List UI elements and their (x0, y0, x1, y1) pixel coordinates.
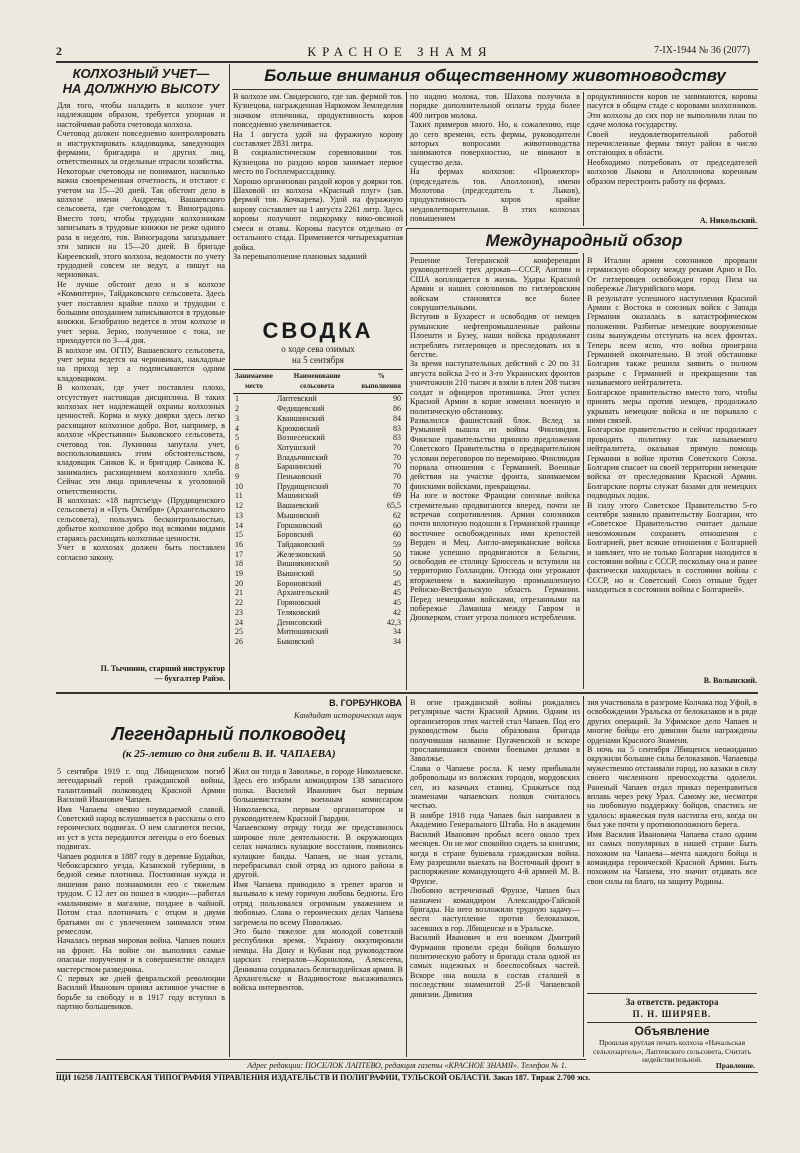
review-rule (410, 253, 578, 254)
livestock-rule (232, 89, 758, 90)
svodka-place: 2 (235, 404, 239, 414)
editor-rule (587, 993, 757, 994)
svodka-divider (406, 228, 407, 690)
svodka-selsovet: Архангельский (276, 588, 329, 598)
svodka-row (233, 579, 403, 589)
svodka-percent: 59 (393, 539, 401, 549)
svodka-row (233, 608, 403, 618)
svodka-place: 18 (235, 559, 243, 569)
svodka-selsovet: Бороновский (276, 578, 322, 588)
svodka-place: 14 (235, 520, 243, 530)
review-divider (583, 253, 584, 689)
svodka-header-place: Занимаемое место (233, 370, 275, 394)
svodka-place: 19 (235, 569, 243, 579)
svodka-row (233, 404, 403, 414)
svodka-header-pct: % выполнения (359, 370, 403, 394)
svodka-row (233, 462, 403, 472)
notice-text: Прошлая круглая печать колхоза «Начальская сельхозартель», Лаптевского сельсовета, Считать недействительной. (593, 1039, 751, 1064)
svodka-row (233, 424, 403, 434)
chapaev-divider-2 (406, 696, 407, 1057)
svodka-percent: 70 (393, 472, 401, 482)
editor-label: За ответств. редактора (625, 997, 719, 1007)
svodka-selsovet: Пеньковский (276, 472, 322, 482)
col1-divider (229, 64, 230, 690)
svodka-place: 8 (235, 462, 239, 472)
livestock-col-b: по надою молока, тов. Шахова получила в порядке дополнительной оплаты труда более 400 литров молока. Таких примеров много. Но, к сожалению, еще до сего времени, есть фермы, руководители которых вопросами животноводства занимаются поверхностно, не вникают в существо дела. На фермах колхозов: «Прожектор» (председатель тов. Аполлонов), имени Молотова (председатель т. Лыков), продуктивность коров крайне неудовлетворительная. В этих колхозах повышением (410, 92, 580, 224)
livestock-divider-2 (583, 92, 584, 226)
svodka-row (233, 637, 403, 647)
svodka-place: 17 (235, 549, 243, 559)
notice-title: Объявление (634, 1024, 710, 1038)
livestock-bottom-rule (406, 228, 758, 229)
svodka-percent: 42 (393, 607, 401, 617)
svodka-percent: 65,5 (387, 501, 401, 511)
svodka-selsovet: Кваншинский (276, 413, 325, 423)
svodka-percent: 50 (393, 569, 401, 579)
svodka-row (233, 453, 403, 463)
middle-rule (56, 692, 758, 694)
svodka-percent: 34 (393, 636, 401, 646)
chapaev-col-a: 5 сентября 1919 г. под Лбищенском погиб легендарный герой гражданской войны, талантливый полководец Красной Армии Василий Иванович Чапаев. Имя Чапаева овеяно неувядаемой славой. Советский народ вслушивается в рассказы о его героических подвигах. О нем слагаются песни, из уст в уста передаются легенды о его боевых подвигах. Чапаев родился в 1887 году в деревне Будайки, Чебоксарского уезда, Казанской губернии, в бедной семье плотника. Постоянная нужда и лишения рано познакомили его с тяжелым трудом. С 12 лет он пошел в «люди»—работал «мальчиком» в магазине, позднее в чайной. Потом стал плотничать с отцом и двумя братьями он с увлечением занимался этим ремеслом. Началась первая мировая война. Чапаев пошел на фронт. На войне он выполнял самые опасные поручения и в совершенстве овладел мастерством разведчика. С первых же дней февральской революции Василий Иванович принял активное участие в борьбе за свободу и в 1917 году вступил в партию большевиков. (57, 767, 225, 1012)
svodka-percent: 60 (393, 530, 401, 540)
svodka-place: 22 (235, 598, 243, 608)
issue-info: 7-IX-1944 № 36 (2077) (654, 45, 750, 56)
col1-headline: КОЛХОЗНЫЙ УЧЕТ— НА ДОЛЖНУЮ ВЫСОТУ (62, 66, 220, 96)
svodka-block (233, 318, 403, 690)
svodka-row (233, 627, 403, 637)
svodka-place: 3 (235, 413, 239, 423)
svodka-selsovet: Баранинский (276, 462, 322, 472)
svodka-row (233, 540, 403, 550)
footer-rule-top (56, 1059, 586, 1060)
review-signature: В. Волынский. (703, 676, 757, 685)
svodka-place: 1 (235, 394, 239, 404)
svodka-percent: 86 (393, 404, 401, 414)
svodka-row (233, 394, 403, 404)
svodka-row (233, 598, 403, 608)
notice-signature: Правление. (715, 1061, 755, 1070)
chapaev-col-c: В огне гражданской войны рождались регулярные части Красной Армии. Одним из организаторов этих частей стал Чапаев. Под его руководством была образована бригада получившая название Пугачевской и вскоре прославившаяся своими боевыми делами в Заволжье. Слава о Чапаеве росла. К нему прибывали добровольцы из волжских городов, мордовских сел, из казачьих станиц. Сражаться под знаменами чапаевских полков считалось честью. В ноябре 1918 года Чапаев был направлен в Академию Генерального Штаба. Но в академии Василий Иванович пробыл всего около трех месяцев. Он не мог спокойно сидеть за книгами, когда в стране бушевала гражданская война. Ему разрешили выехать на Восточный фронт в распоряжение командующего 4-й армией М. В. Фрунзе. Любовно встреченный Фрунзе, Чапаев был назначен командиром Александро-Гайской бригады. На него возложили трудную задачу—вести наступление против белоказаков, засевших в гор. Лбищенске и в Уральске. Василий Иванович и его военком Дмитрий Фурманов провели среди бойцов большую политическую работу и бригада стала одной из самых надежных и боеспособных частей. Вскоре она вошла в состав сталшей в последствии знаменитой 25-й Чапаевской дивизии. Дивизия (410, 698, 580, 999)
review-col-a: Решение Тегеранской конференции руководителей трех держав—СССР, Англии и США воплощается в жизнь. Удары Красной Армии и наших союзников по гитлеровским войскам становятся все более сокрушительными. Вступив в Бухарест и освободив от немцев румынские нефтепромышленные районы Плоешти и Бузеу, наши войска продолжают истреблять гитлеровцев и преследовать их в бегстве. За время наступательных действий с 20 по 31 августа войска 2-го и 3-го Украинских фронтов уничтожили 210 тысяч и взяли в плен 208 тысяч солдат и офицеров противника. Этот успех Красной Армии в корне изменил военную и политическую обстановку. Развалился фашистский блок. Вслед за Румынией вышла из войны Финляндия. Финское правительство приняло предложения Советского Правительства о предварительном условии переговоров по перемирию. Финляндия порвала отношения с Германией. Военные действия на участке фронта, занимаемом финскими войсками, прекращены. На юге и востоке Франции союзные войска стремительно продвигаются вперед, почти не встречая сопротивления. Армии союзников почти вплотную подошли к Германской границе восточнее освобожденных ими крепостей Верден и Мец. Англо-американские войска также успешно продвигаются в Бельгии, освободив ее столицу Брюссель и вступили на территорию Голландии. Отсюда они угрожают вторжением в важнейшую промышленную Рейнско-Вестфальскую область Германии. Перед немецкими войсками, отрезанными на побережье Ламанша между Гавром и Дюнкерком, стоит угроза полного истребления. (410, 256, 580, 623)
svodka-place: 7 (235, 452, 239, 462)
svodka-selsovet: Боровский (276, 530, 314, 540)
livestock-headline: Больше внимания общественному животноводству (264, 66, 726, 85)
svodka-row (233, 433, 403, 443)
svodka-row (233, 443, 403, 453)
svodka-place: 24 (235, 617, 243, 627)
chapaev-headline: Легендарный полководец (111, 724, 347, 744)
svodka-selsovet: Вашаевский (276, 501, 319, 511)
svodka-percent: 34 (393, 627, 401, 637)
svodka-row (233, 414, 403, 424)
review-headline: Международный обзор (485, 231, 683, 250)
svodka-percent: 83 (393, 423, 401, 433)
svodka-percent: 60 (393, 520, 401, 530)
svodka-row (233, 588, 403, 598)
svodka-percent: 90 (393, 394, 401, 404)
svodka-selsovet: Хотушский (276, 442, 316, 452)
svodka-header-name: Наименование сельсовета (275, 370, 360, 394)
svodka-percent: 70 (393, 442, 401, 452)
svodka-place: 23 (235, 607, 243, 617)
footer-printer: ЩИ 16258 ЛАПТЕВСКАЯ ТИПОГРАФИЯ УПРАВЛЕНИЯ ИЗДАТЕЛЬСТВ И ПОЛИГРАФИИ, ТУЛЬСКОЙ ОБЛАСТИ. Заказ 187. Тираж 2.700 экз. (56, 1073, 591, 1082)
svodka-selsovet: Федищевский (276, 404, 325, 414)
livestock-col-c: продуктивности коров не занимаются, коровы пасутся в общем стаде с коровами колхозников. Эти колхозы до сих пор не выполнили план по сдаче молока государству. Своей неудовлетворительной работой перечисленные фермы тянут район в число отстающих в области. Необходимо потребовать от председателей колхозов Лыкова и Аполлонова коренным образом перестроить работу на фермах. (587, 92, 757, 186)
svodka-place: 9 (235, 472, 239, 482)
svodka-place: 10 (235, 481, 243, 491)
svodka-percent: 62 (393, 510, 401, 520)
chapaev-author: В. ГОРБУНКОВА (329, 698, 402, 708)
chapaev-author-title: Кандидат исторических наук (293, 710, 402, 720)
svodka-place: 20 (235, 578, 243, 588)
svodka-selsovet: Вышнский (276, 569, 315, 579)
svodka-selsovet: Крюковский (276, 423, 320, 433)
svodka-row (233, 472, 403, 482)
chapaev-subheadline: (к 25-летию со дня гибели В. И. ЧАПАЕВА) (122, 748, 336, 760)
svodka-row (233, 511, 403, 521)
svodka-table (233, 369, 403, 647)
svodka-place: 15 (235, 530, 243, 540)
col1-signature: П. Тычинин, старший инструктор — бухгалтер Райзо. (100, 664, 225, 683)
livestock-signature: А. Никольский. (699, 216, 757, 225)
col1-body: Для того, чтобы наладить в колхозе учет надлежащим образом, требуется упорная и настойчивая работа счетовода колхоза. Счетовод должен повседневно контролировать и инструктировать кладовщика, заведующих фермами, бригадира и других лиц, ответственных за отдельные отрасли хозяйства. Некоторые счетоводы не понимают, насколько важна своевременная отчетность, и отстают с учетом на 15—20 дней. Так обстоит дело в колхозе имени Андреева, Вашаевского сельсовета, где счетоводом т. Виноградова. Вместо того, чтобы трудодни колхозникам записывать в трудовые книжки не реже одного раза в неделю, тов. Виноградова запаздывает эти записи на 15—20 дней. В бригаде Киреевский, этого колхоза, ведомости по учету трудодней совсем не ведут, а пишут на черновиках. Не лучше обстоит дело и в колхозе «Коминтерн», Тайдаковского сельсовета. Здесь учет поставлен крайне плохо и трудодни с большим опозданием записываются в трудовые книжки. Безобразно ведется в этом колхозе и учет зерна. Зерно, полученное с тока, не приходуется по 3—4 дня. В колхозе им. ОГПУ, Вашаевского сельсовета, учет зерна ведется на черновиках, накладные на приход зер а подписываются одним кладовщиком. В колхозах, где учет поставлен плохо, отсутствует настоящая дисциплина. В таких колхозах нет надлежащей охраны колхозных ценностей. Корма и муку доярки здесь легко расхищают колхозное добро. Вот, например, в колхозе «Крестьянин» Быковского сельсовета, счетовод тов. Лукинина запутала учет, воспользовавшись этим обстоятельством, кладовщик Санков К. и бригадир Санкова К. занимались расхищением колхозного хлеба. Сейчас эти лица привлечены к уголовной ответственности. В колхозах: «18 партсъезд» (Прудищенского сельсовета) и «Путь Октября» (Архангельского сельсовета), пользуясь бесконтрольностью, добытое колхозное добро под всякими видами стараясь расхищать колхозные ценности. Учет в колхозах должен быть поставлен согласно закону. (57, 101, 225, 562)
editor-name: П. Н. ШИРЯЕВ. (632, 1009, 712, 1019)
svodka-selsovet: Прудищенский (276, 481, 329, 491)
svodka-selsovet: Вишнякинский (276, 559, 330, 569)
chapaev-col-b: Жил он тогда в Заволжье, в городе Николаевске. Здесь его избрали командиром 138 запасного полка. Василий Иванович был первым большевистским военным комиссаром Николаевска, первым организатором и руководителем Красной Гвардии. Чапаевскому отряду тогда же представилось широкое поле деятельности. В окружающих селах начались кулацкие восстания, появились кулацкие банды. Чапаев, не зная устали, перебрасывал свой отряд из одного района в другой. Имя Чапаева приводило в трепет врагов и вызывало к нему горячую любовь бедноты. Его отряд пользовался огромным уважением и любовью. Слава о героических делах Чапаева загремела по всему Поволжью. Это было тяжелое для молодой советской республики время. Украину оккупировали немцы. На Дону и Кубани под руководством царских генералов—Корнилова, Алексеева, Деникина создавалась белогвардейская армия. В Архангельске и Владивостоке высаживались войска интервентов. (233, 767, 403, 993)
chapaev-divider-1 (229, 767, 230, 1057)
svodka-row (233, 482, 403, 492)
svodka-selsovet: Железковский (276, 549, 326, 559)
svodka-percent: 50 (393, 559, 401, 569)
svodka-selsovet: Быковский (276, 636, 315, 646)
svodka-row (233, 491, 403, 501)
svodka-percent: 84 (393, 413, 401, 423)
svodka-percent: 42,3 (387, 617, 401, 627)
svodka-selsovet: Горяновский (276, 598, 321, 608)
svodka-place: 13 (235, 510, 243, 520)
svodka-subtitle: о ходе сева озимых на 5 сентября (281, 344, 355, 365)
svodka-row (233, 550, 403, 560)
svodka-place: 12 (235, 501, 243, 511)
svodka-place: 4 (235, 423, 239, 433)
svodka-selsovet: Владычинский (276, 452, 328, 462)
svodka-percent: 45 (393, 578, 401, 588)
svodka-place: 11 (235, 491, 243, 501)
svodka-selsovet: Тайдаковский (276, 539, 325, 549)
svodka-selsovet: Горшковский (276, 520, 323, 530)
svodka-place: 16 (235, 539, 243, 549)
svodka-selsovet: Машинский (276, 491, 319, 501)
svodka-selsovet: Денисовский (276, 617, 322, 627)
svodka-percent: 70 (393, 481, 401, 491)
svodka-rows (233, 394, 403, 647)
chapaev-divider-3 (583, 696, 584, 1057)
svodka-row (233, 569, 403, 579)
notice-rule (587, 1022, 757, 1023)
header-rule (56, 61, 758, 63)
svodka-percent: 70 (393, 462, 401, 472)
svodka-place: 5 (235, 433, 239, 443)
page-number: 2 (56, 44, 62, 58)
livestock-col-a: В колхозе им. Свидерского, где зав. фермой тов. Кузнецова, награжденная Наркомом Земледелия значком отличника, продуктивность коров повседневно увеличивается. На 1 августа удой на фуражную корову составляет 2831 литра. В социалистическом соревновании тов. Кузнецова по раздою коров занимает первое место по Госплемрассаднику. Хорошо организован раздой коров у доярки тов. Шаховой из колхоза «Красный плуг» (зав. фермой тов. Кочкарева). Удой на фуражную корову составляет на 1 августа 2261 литр. Здесь коровы получают подкормку вико-овсяной смеси и отавы. Коровы пасутся отдельно от остального стада. Применяется четырехкратная дойка. За перевыполнение плановых заданий (233, 92, 403, 261)
svodka-row (233, 530, 403, 540)
chapaev-col-d: зия участвовала в разгроме Колчака под Уфой, в освобождении Уральска от белоказаков и в ряде других операций. За Уфимское дело Чапаев и многие бойцы его дивизии были награждены орденами Красного Знамени. В ночь на 5 сентября Лбищенск неожиданно окружили большие силы белоказаков. Чапаевцы мужественно отстаивали город, но казаки в силу своего численного превосходства одолели. Раненый Чапаев отдал приказ переправиться вплавь через реку Урал. Самому же, несмотря на любовную поддержку бойцов, спастись не удалось: вражеская пуля настигла его, когда он был уже почти у противоположного берега. Имя Василия Ивановича Чапаева стало одним из самых популярных в нашей стране Быть похожим на Чапаева—мечта каждого бойца и командира героической Красной Армии. Быть похожим на Чапаева, это значит отдавать все свои силы на благо, на защиту Родины. (587, 698, 757, 886)
paper-title: КРАСНОЕ ЗНАМЯ (307, 44, 493, 59)
review-col-b: В Италии армии союзников прорвали германскую оборону между реками Арно и По. От гитлеровцев освобожден город Пиза на побережье Лигурийского моря. В результате успешного наступления Красной Армии с Востока и союзных войск с Запада Германия оказалась в катастрофическом положении. Разбитые немецкие вооруженные силы вынуждены отступать на всех фронтах. Теперь всем ясно, что война проиграна Германией окончательно. В этой обстановке Болгария также решила заявить о полном разрыве с Германией и прекращении так называемого нейтралитета. Болгарское правительство вместо того, чтобы принять меры против немцев, продолжало укрывать немецкие войска и не порывало с ними связей. Болгарское правительство и сейчас продолжает проводить политику так называемого нейтралитета, оказывая прямую помощь Германии в войне против Советского Союза. Болгария спасает на своей территории немецкие войска от преследования Красной Армии. Болгарские порты служат базами для немецких подводных лодок. В силу этого Советское Правительство 5-го сентября заявило правительству Болгарии, что «Советское Правительство считает дальше невозможным сохранять отношения с Болгарией, рвет всякие отношения с Болгарией и заявляет, что не только Болгария находится в состоянии войны с СССР, поскольку она и ранее фактически находилась в состоянии войны с СССР, но и Советский Союз отныне будет находиться в состоянии войны с Болгарией». (587, 256, 757, 595)
svodka-percent: 45 (393, 588, 401, 598)
svodka-selsovet: Вознесенский (276, 433, 325, 443)
svodka-place: 21 (235, 588, 243, 598)
svodka-row (233, 501, 403, 511)
svodka-percent: 83 (393, 433, 401, 443)
svodka-selsovet: Мышовский (276, 510, 320, 520)
svodka-place: 6 (235, 442, 239, 452)
svodka-selsovet: Митюшинский (276, 627, 329, 637)
svodka-row (233, 559, 403, 569)
svodka-percent: 70 (393, 452, 401, 462)
footer-address: Адрес редакции: ПОСЕЛОК ЛАПТЕВО, редакция газеты «КРАСНОЕ ЗНАМЯ». Телефон № 1. (247, 1061, 567, 1070)
svodka-selsovet: Теляковский (276, 607, 320, 617)
svodka-row (233, 521, 403, 531)
svodka-place: 26 (235, 636, 243, 646)
svodka-selsovet: Лаптевский (276, 394, 317, 404)
svodka-percent: 69 (393, 491, 401, 501)
livestock-divider-1 (406, 92, 407, 226)
svodka-percent: 45 (393, 598, 401, 608)
svodka-percent: 50 (393, 549, 401, 559)
svodka-row (233, 618, 403, 628)
svodka-title: СВОДКА (262, 318, 374, 343)
svodka-place: 25 (235, 627, 243, 637)
